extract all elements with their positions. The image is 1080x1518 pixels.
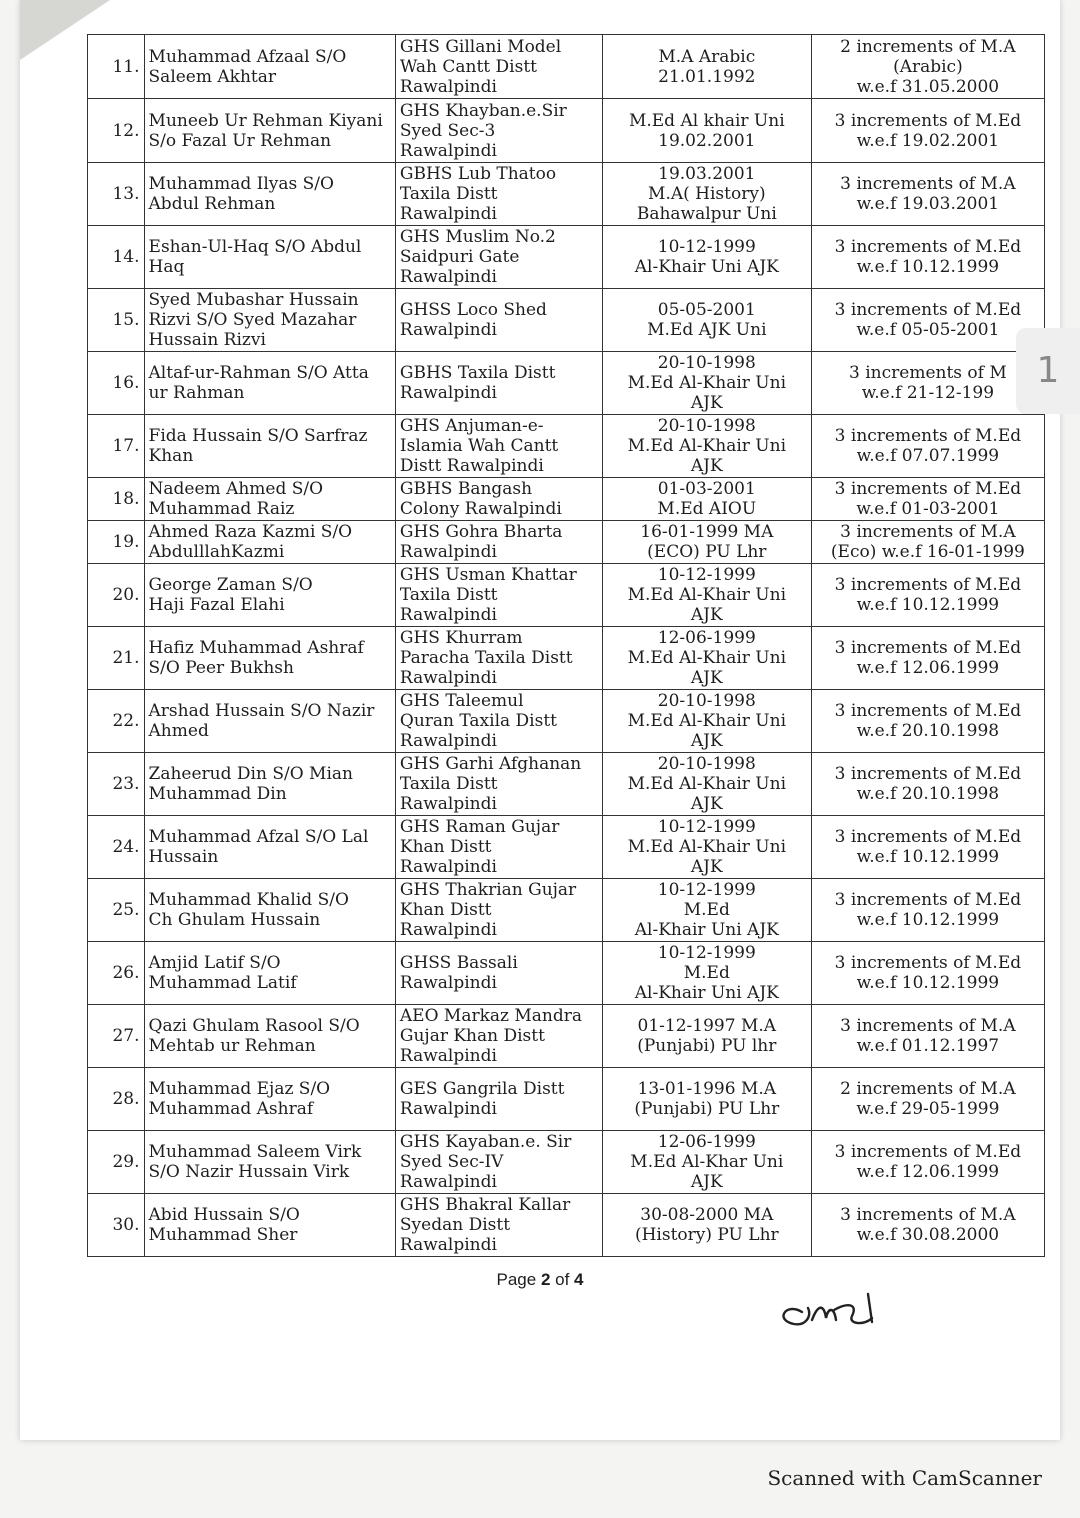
qualification-cell bbox=[602, 942, 811, 1005]
serial-number-cell bbox=[88, 352, 145, 415]
total-pages: 4 bbox=[574, 1270, 584, 1289]
school-name: GHS Gillani Model Wah Cantt Distt Rawalpindi bbox=[399, 36, 562, 97]
serial-number: 27. bbox=[112, 1026, 140, 1046]
teacher-name: Zaheerud Din S/O Mian Muhammad Din bbox=[148, 764, 353, 804]
serial-number-cell bbox=[88, 478, 145, 521]
qualification: 30-08-2000 MA (History) PU Lhr bbox=[634, 1205, 779, 1245]
school-name-cell bbox=[395, 478, 602, 521]
increments-granted-cell bbox=[811, 564, 1044, 627]
qualification-cell bbox=[602, 35, 811, 99]
table-row bbox=[88, 1131, 1045, 1194]
serial-number-cell bbox=[88, 1005, 145, 1068]
table-row bbox=[88, 942, 1045, 1005]
qualification-cell bbox=[602, 226, 811, 289]
qualification: 20-10-1998 M.Ed Al-Khair Uni AJK bbox=[627, 754, 787, 814]
teacher-name: Syed Mubashar Hussain Rizvi S/O Syed Mazahar Hussain Rizvi bbox=[148, 290, 359, 350]
serial-number: 20. bbox=[112, 585, 140, 605]
increments-granted-cell bbox=[811, 879, 1044, 942]
serial-number: 29. bbox=[112, 1152, 140, 1172]
table-row bbox=[88, 753, 1045, 816]
teacher-name: Eshan-Ul-Haq S/O Abdul Haq bbox=[148, 237, 362, 277]
qualification: 01-12-1997 M.A (Punjabi) PU lhr bbox=[637, 1016, 777, 1056]
qualification: M.A Arabic 21.01.1992 bbox=[658, 46, 756, 87]
qualification-cell bbox=[602, 816, 811, 879]
teacher-name-cell bbox=[144, 163, 395, 226]
serial-number-cell bbox=[88, 289, 145, 352]
increments-granted-cell bbox=[811, 415, 1044, 478]
school-name-cell bbox=[395, 415, 602, 478]
increments-granted: 3 increments of M.Ed w.e.f 10.12.1999 bbox=[834, 890, 1022, 930]
qualification: 01-03-2001 M.Ed AIOU bbox=[657, 479, 757, 519]
school-name: GBHS Bangash Colony Rawalpindi bbox=[399, 479, 562, 519]
table-row bbox=[88, 879, 1045, 942]
school-name: GHS Khayban.e.Sir Syed Sec-3 Rawalpindi bbox=[399, 100, 567, 161]
serial-number: 21. bbox=[112, 648, 140, 668]
increments-granted-cell bbox=[811, 289, 1044, 352]
qualification-cell bbox=[602, 1068, 811, 1131]
school-name-cell bbox=[395, 289, 602, 352]
serial-number: 12. bbox=[112, 120, 140, 141]
increments-granted-cell bbox=[811, 352, 1044, 415]
qualification: 10-12-1999 M.Ed Al-Khair Uni AJK bbox=[627, 565, 787, 625]
school-name-cell bbox=[395, 564, 602, 627]
qualification: 20-10-1998 M.Ed Al-Khair Uni AJK bbox=[627, 691, 787, 751]
school-name-cell bbox=[395, 1131, 602, 1194]
qualification-cell bbox=[602, 879, 811, 942]
increments-granted: 3 increments of M.Ed w.e.f 10.12.1999 bbox=[834, 953, 1022, 993]
serial-number-cell bbox=[88, 564, 145, 627]
teacher-name: Muhammad Afzaal S/O Saleem Akhtar bbox=[148, 46, 347, 87]
serial-number: 19. bbox=[112, 532, 140, 552]
table-row bbox=[88, 1194, 1045, 1257]
increments-granted-cell bbox=[811, 1068, 1044, 1131]
increments-granted: 3 increments of M.A w.e.f 19.03.2001 bbox=[840, 174, 1016, 214]
teacher-name-cell bbox=[144, 99, 395, 163]
increments-granted: 3 increments of M w.e.f 21-12-199 bbox=[849, 363, 1007, 403]
qualification: 20-10-1998 M.Ed Al-Khair Uni AJK bbox=[627, 353, 787, 413]
teacher-name: Muhammad Ilyas S/O Abdul Rehman bbox=[148, 174, 334, 214]
current-page: 2 bbox=[540, 1270, 551, 1289]
teacher-name-cell bbox=[144, 1131, 395, 1194]
serial-number-cell bbox=[88, 35, 145, 99]
serial-number: 26. bbox=[112, 963, 140, 983]
qualification: 13-01-1996 M.A (Punjabi) PU Lhr bbox=[634, 1079, 780, 1119]
table-row bbox=[88, 415, 1045, 478]
serial-number-cell bbox=[88, 816, 145, 879]
table-body bbox=[88, 35, 1045, 1257]
serial-number: 18. bbox=[112, 489, 140, 509]
increments-granted-cell bbox=[811, 816, 1044, 879]
qualification: 10-12-1999 Al-Khair Uni AJK bbox=[634, 237, 779, 277]
school-name-cell bbox=[395, 879, 602, 942]
increments-granted: 3 increments of M.Ed w.e.f 07.07.1999 bbox=[834, 426, 1022, 466]
serial-number-cell bbox=[88, 226, 145, 289]
qualification-cell bbox=[602, 415, 811, 478]
teacher-name-cell bbox=[144, 690, 395, 753]
page-number: Page 2 of 4 bbox=[496, 1270, 584, 1289]
school-name-cell bbox=[395, 1068, 602, 1131]
qualification-cell bbox=[602, 627, 811, 690]
increments-granted: 3 increments of M.A w.e.f 01.12.1997 bbox=[840, 1016, 1016, 1056]
teacher-name-cell bbox=[144, 478, 395, 521]
school-name: GHSS Loco Shed Rawalpindi bbox=[399, 300, 547, 340]
scanner-watermark: Scanned with CamScanner bbox=[767, 1466, 1042, 1490]
qualification-cell bbox=[602, 289, 811, 352]
teacher-name: Altaf-ur-Rahman S/O Atta ur Rahman bbox=[148, 363, 369, 403]
qualification: 10-12-1999 M.Ed Al-Khair Uni AJK bbox=[634, 880, 779, 940]
qualification: 05-05-2001 M.Ed AJK Uni bbox=[647, 300, 767, 340]
teacher-name: Ahmed Raza Kazmi S/O AbdulllahKazmi bbox=[148, 522, 353, 562]
serial-number-cell bbox=[88, 1194, 145, 1257]
teacher-name-cell bbox=[144, 352, 395, 415]
school-name-cell bbox=[395, 35, 602, 99]
increments-granted: 3 increments of M.A w.e.f 30.08.2000 bbox=[840, 1205, 1016, 1245]
table-row bbox=[88, 163, 1045, 226]
increments-granted: 3 increments of M.Ed w.e.f 19.02.2001 bbox=[834, 110, 1022, 151]
serial-number-cell bbox=[88, 521, 145, 564]
school-name: GHS Taleemul Quran Taxila Distt Rawalpindi bbox=[399, 691, 557, 751]
teacher-name-cell bbox=[144, 564, 395, 627]
qualification-cell bbox=[602, 564, 811, 627]
increments-granted: 3 increments of M.A (Eco) w.e.f 16-01-1999 bbox=[830, 522, 1025, 562]
serial-number-cell bbox=[88, 1068, 145, 1131]
school-name: GBHS Taxila Distt Rawalpindi bbox=[399, 363, 556, 403]
school-name-cell bbox=[395, 163, 602, 226]
school-name: GHS Garhi Afghanan Taxila Distt Rawalpindi bbox=[399, 754, 582, 814]
serial-number: 30. bbox=[112, 1215, 140, 1235]
increments-granted: 3 increments of M.Ed w.e.f 10.12.1999 bbox=[834, 827, 1022, 867]
serial-number: 16. bbox=[112, 373, 140, 393]
school-name: GHS Gohra Bharta Rawalpindi bbox=[399, 522, 563, 562]
increments-granted: 2 increments of M.A w.e.f 29-05-1999 bbox=[840, 1079, 1016, 1119]
qualification-cell bbox=[602, 352, 811, 415]
teacher-name: Nadeem Ahmed S/O Muhammad Raiz bbox=[148, 479, 324, 519]
qualification-cell bbox=[602, 1131, 811, 1194]
increments-granted: 3 increments of M.Ed w.e.f 01-03-2001 bbox=[834, 479, 1022, 519]
qualification: 16-01-1999 MA (ECO) PU Lhr bbox=[640, 522, 774, 562]
school-name-cell bbox=[395, 521, 602, 564]
increments-granted-cell bbox=[811, 690, 1044, 753]
table-row bbox=[88, 289, 1045, 352]
increments-granted-cell bbox=[811, 1194, 1044, 1257]
table-row bbox=[88, 1005, 1045, 1068]
qualification-cell bbox=[602, 1194, 811, 1257]
table-row bbox=[88, 99, 1045, 163]
school-name: GHS Thakrian Gujar Khan Distt Rawalpindi bbox=[399, 880, 577, 940]
school-name: GBHS Lub Thatoo Taxila Distt Rawalpindi bbox=[399, 164, 557, 224]
school-name-cell bbox=[395, 226, 602, 289]
signature-icon bbox=[772, 1290, 892, 1338]
serial-number-cell bbox=[88, 415, 145, 478]
increments-granted-cell bbox=[811, 1131, 1044, 1194]
school-name-cell bbox=[395, 816, 602, 879]
increments-granted-cell bbox=[811, 478, 1044, 521]
school-name-cell bbox=[395, 99, 602, 163]
qualification-cell bbox=[602, 163, 811, 226]
table-row bbox=[88, 1068, 1045, 1131]
school-name: GHS Kayaban.e. Sir Syed Sec-IV Rawalpindi bbox=[399, 1132, 572, 1192]
increments-granted: 3 increments of M.Ed w.e.f 05-05-2001 bbox=[834, 300, 1022, 340]
serial-number: 11. bbox=[112, 56, 140, 77]
qualification: 19.03.2001 M.A( History) Bahawalpur Uni bbox=[636, 164, 777, 224]
school-name-cell bbox=[395, 690, 602, 753]
school-name-cell bbox=[395, 1005, 602, 1068]
serial-number-cell bbox=[88, 879, 145, 942]
school-name: GHS Khurram Paracha Taxila Distt Rawalpindi bbox=[399, 628, 573, 688]
table-row bbox=[88, 226, 1045, 289]
teacher-name-cell bbox=[144, 1194, 395, 1257]
table-row bbox=[88, 564, 1045, 627]
teacher-name-cell bbox=[144, 1068, 395, 1131]
increments-granted: 3 increments of M.Ed w.e.f 20.10.1998 bbox=[834, 701, 1022, 741]
serial-number: 15. bbox=[112, 310, 140, 330]
teacher-name: Fida Hussain S/O Sarfraz Khan bbox=[148, 426, 368, 466]
increments-granted-cell bbox=[811, 226, 1044, 289]
school-name-cell bbox=[395, 1194, 602, 1257]
school-name: GHS Muslim No.2 Saidpuri Gate Rawalpindi bbox=[399, 227, 556, 287]
increments-granted: 3 increments of M.Ed w.e.f 12.06.1999 bbox=[834, 1142, 1022, 1182]
increments-granted-cell bbox=[811, 942, 1044, 1005]
serial-number-cell bbox=[88, 690, 145, 753]
teacher-name-cell bbox=[144, 1005, 395, 1068]
table-row bbox=[88, 521, 1045, 564]
teacher-name: Muhammad Ejaz S/O Muhammad Ashraf bbox=[148, 1079, 331, 1119]
increments-granted: 3 increments of M.Ed w.e.f 12.06.1999 bbox=[834, 638, 1022, 678]
teacher-name-cell bbox=[144, 226, 395, 289]
serial-number-cell bbox=[88, 942, 145, 1005]
serial-number: 23. bbox=[112, 774, 140, 794]
page-indicator-tab[interactable]: 1 bbox=[1016, 328, 1080, 414]
serial-number: 24. bbox=[112, 837, 140, 857]
serial-number: 17. bbox=[112, 436, 140, 456]
serial-number: 13. bbox=[112, 184, 140, 204]
increments-granted-cell bbox=[811, 1005, 1044, 1068]
serial-number: 14. bbox=[112, 247, 140, 267]
qualification: 12-06-1999 M.Ed Al-Khair Uni AJK bbox=[627, 628, 787, 688]
table-row bbox=[88, 35, 1045, 99]
qualification-cell bbox=[602, 521, 811, 564]
serial-number: 25. bbox=[112, 900, 140, 920]
serial-number-cell bbox=[88, 99, 145, 163]
qualification: 20-10-1998 M.Ed Al-Khair Uni AJK bbox=[627, 416, 787, 476]
table-row bbox=[88, 627, 1045, 690]
increments-granted-cell bbox=[811, 99, 1044, 163]
table-row bbox=[88, 478, 1045, 521]
increments-table bbox=[87, 34, 1045, 1257]
serial-number: 28. bbox=[112, 1089, 140, 1109]
school-name: GES Gangrila Distt Rawalpindi bbox=[399, 1079, 565, 1119]
teacher-name-cell bbox=[144, 879, 395, 942]
table-row bbox=[88, 816, 1045, 879]
school-name: GHS Anjuman-e- Islamia Wah Cantt Distt Rawalpindi bbox=[399, 416, 559, 476]
increments-granted-cell bbox=[811, 163, 1044, 226]
teacher-name-cell bbox=[144, 289, 395, 352]
teacher-name: Muhammad Khalid S/O Ch Ghulam Hussain bbox=[148, 890, 349, 930]
serial-number-cell bbox=[88, 627, 145, 690]
serial-number: 22. bbox=[112, 711, 140, 731]
increments-granted: 2 increments of M.A (Arabic) w.e.f 31.05.2000 bbox=[840, 36, 1016, 97]
teacher-name: Muhammad Saleem Virk S/O Nazir Hussain Virk bbox=[148, 1142, 362, 1182]
qualification-cell bbox=[602, 478, 811, 521]
qualification-cell bbox=[602, 99, 811, 163]
increments-granted-cell bbox=[811, 35, 1044, 99]
teacher-name: Arshad Hussain S/O Nazir Ahmed bbox=[148, 701, 375, 741]
increments-granted-cell bbox=[811, 753, 1044, 816]
teacher-name-cell bbox=[144, 816, 395, 879]
qualification: M.Ed Al khair Uni 19.02.2001 bbox=[628, 110, 785, 151]
school-name-cell bbox=[395, 942, 602, 1005]
qualification: 10-12-1999 M.Ed Al-Khair Uni AJK bbox=[627, 817, 787, 877]
teacher-name-cell bbox=[144, 627, 395, 690]
teacher-name: Amjid Latif S/O Muhammad Latif bbox=[148, 953, 297, 993]
teacher-name-cell bbox=[144, 753, 395, 816]
increments-granted: 3 increments of M.Ed w.e.f 10.12.1999 bbox=[834, 575, 1022, 615]
school-name-cell bbox=[395, 352, 602, 415]
teacher-name-cell bbox=[144, 942, 395, 1005]
qualification-cell bbox=[602, 753, 811, 816]
serial-number-cell bbox=[88, 753, 145, 816]
increments-granted-cell bbox=[811, 627, 1044, 690]
qualification-cell bbox=[602, 1005, 811, 1068]
increments-granted: 3 increments of M.Ed w.e.f 10.12.1999 bbox=[834, 237, 1022, 277]
school-name: GHS Raman Gujar Khan Distt Rawalpindi bbox=[399, 817, 560, 877]
school-name-cell bbox=[395, 627, 602, 690]
teacher-name-cell bbox=[144, 415, 395, 478]
increments-granted: 3 increments of M.Ed w.e.f 20.10.1998 bbox=[834, 764, 1022, 804]
teacher-name-cell bbox=[144, 521, 395, 564]
school-name: GHSS Bassali Rawalpindi bbox=[399, 953, 518, 993]
teacher-name-cell bbox=[144, 35, 395, 99]
table-row bbox=[88, 690, 1045, 753]
teacher-name: Muhammad Afzal S/O Lal Hussain bbox=[148, 827, 369, 867]
increments-granted-cell bbox=[811, 521, 1044, 564]
teacher-name: Abid Hussain S/O Muhammad Sher bbox=[148, 1205, 300, 1245]
school-name: AEO Markaz Mandra Gujar Khan Distt Rawalpindi bbox=[399, 1006, 583, 1066]
qualification-cell bbox=[602, 690, 811, 753]
school-name: GHS Bhakral Kallar Syedan Distt Rawalpindi bbox=[399, 1195, 571, 1255]
teacher-name: Muneeb Ur Rehman Kiyani S/o Fazal Ur Rehman bbox=[148, 110, 383, 151]
serial-number-cell bbox=[88, 163, 145, 226]
qualification: 10-12-1999 M.Ed Al-Khair Uni AJK bbox=[634, 943, 779, 1003]
school-name: GHS Usman Khattar Taxila Distt Rawalpindi bbox=[399, 565, 577, 625]
teacher-name: Hafiz Muhammad Ashraf S/O Peer Bukhsh bbox=[148, 638, 364, 678]
teacher-name: Qazi Ghulam Rasool S/O Mehtab ur Rehman bbox=[148, 1016, 360, 1056]
school-name-cell bbox=[395, 753, 602, 816]
table-row bbox=[88, 352, 1045, 415]
teacher-name: George Zaman S/O Haji Fazal Elahi bbox=[148, 575, 313, 615]
serial-number-cell bbox=[88, 1131, 145, 1194]
qualification: 12-06-1999 M.Ed Al-Khar Uni AJK bbox=[630, 1132, 784, 1192]
